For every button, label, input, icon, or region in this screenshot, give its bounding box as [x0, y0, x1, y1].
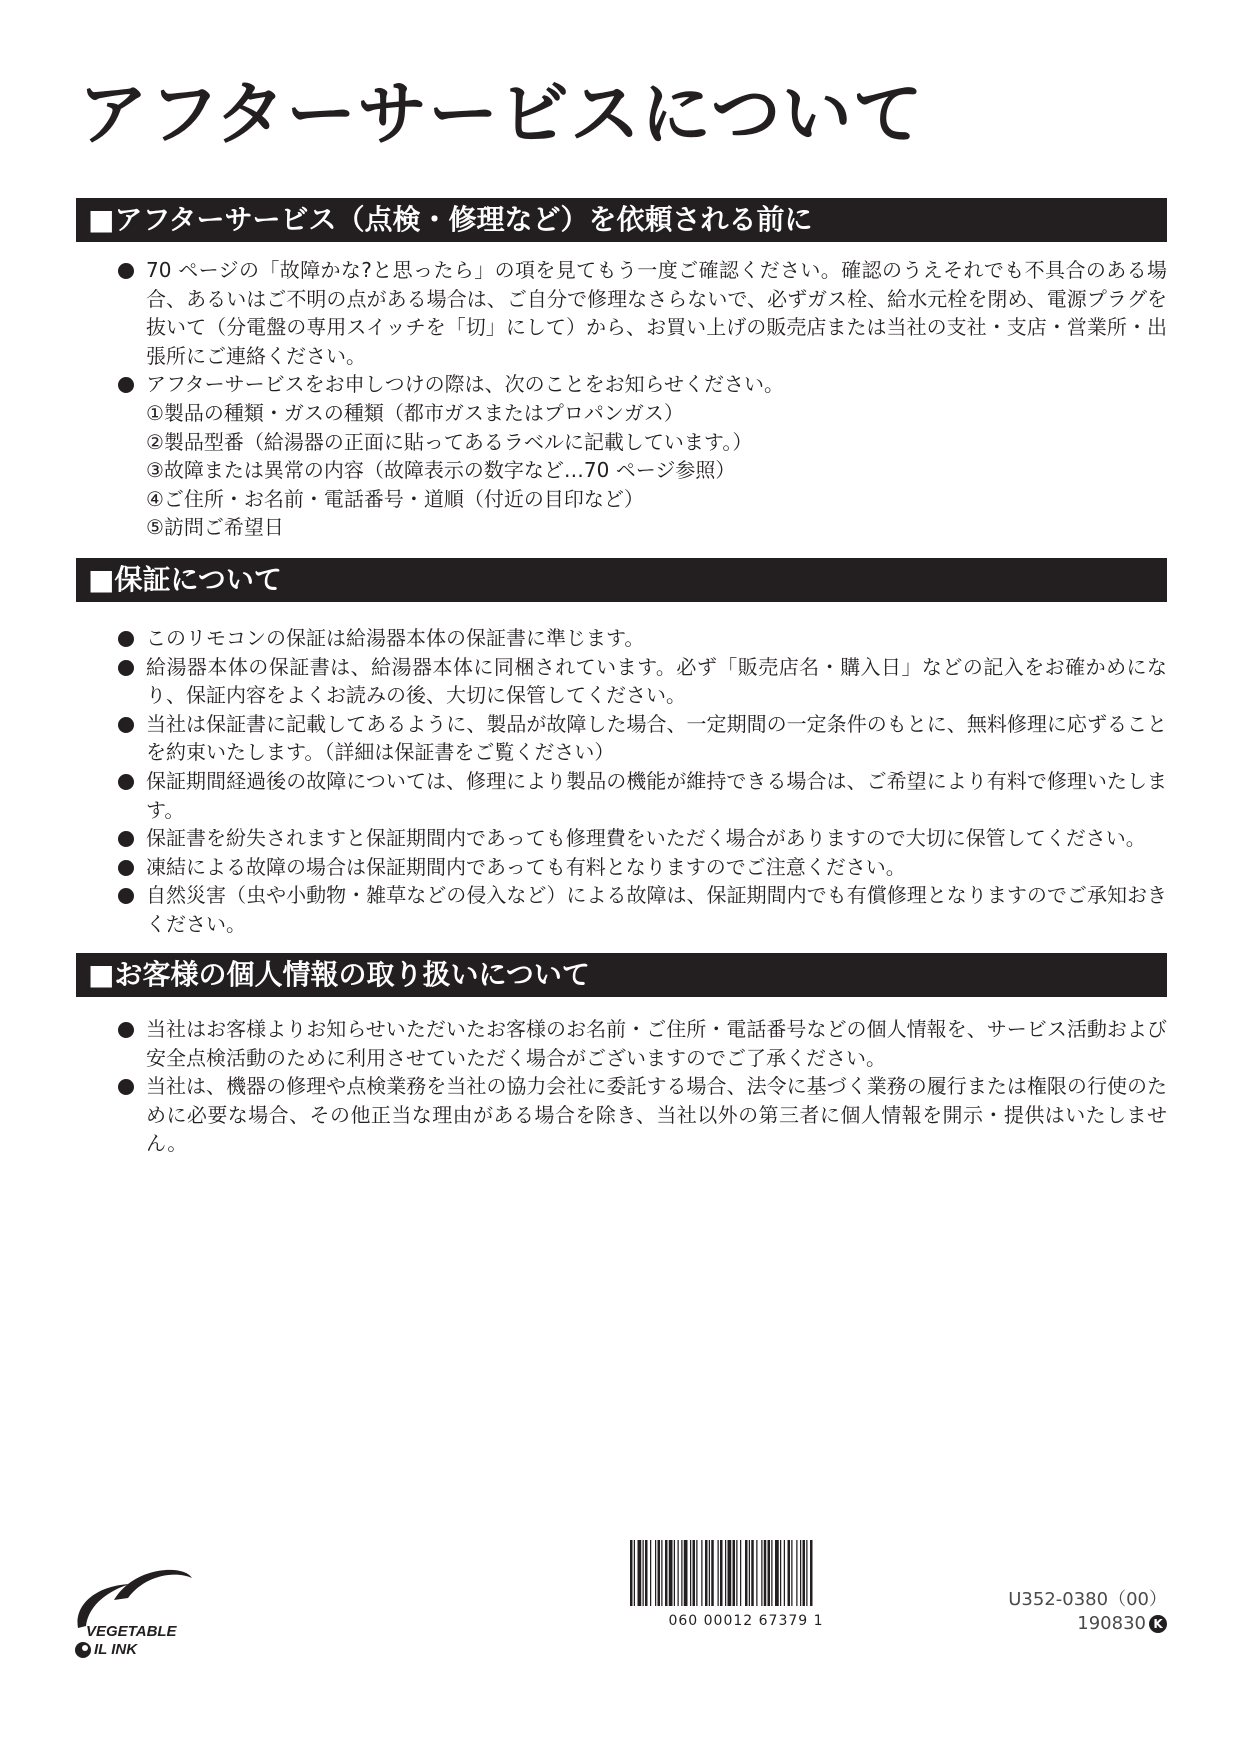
barcode-bar: [678, 1540, 679, 1606]
vegetable-oil-ink-logo: [74, 1556, 194, 1660]
section-heading: ■保証について: [76, 558, 1167, 602]
bullet-text: 自然災害（虫や小動物・雑草などの侵入など）による故障は、保証期間内でも有償修理となりますのでご承知おきください。: [146, 883, 1167, 936]
barcode-bar: [791, 1540, 792, 1606]
numbered-item: ③故障または異常の内容（故障表示の数字など…70 ページ参照）: [146, 458, 736, 483]
barcode-bar: [650, 1540, 651, 1606]
bullet-text: 給湯器本体の保証書は、給湯器本体に同梱されています。必ず「販売店名・購入日」などの記入をお確かめになり、保証内容をよくお読みの後、大切に保管してください。: [146, 654, 1167, 708]
document-date-text: 190830: [1077, 1613, 1146, 1634]
k-mark-icon: K: [1149, 1615, 1167, 1633]
barcode-number: 060 00012 67379 1: [668, 1613, 824, 1629]
bullet-item: [118, 767, 1167, 824]
barcode-bar: [655, 1540, 656, 1606]
numbered-item: ②製品型番（給湯器の正面に貼ってあるラベルに記載しています。）: [146, 429, 753, 454]
barcode-bar: [800, 1540, 801, 1606]
barcode-bar: [745, 1540, 748, 1606]
barcode-bar: [645, 1540, 648, 1606]
bullet-text: 当社はお客様よりお知らせいただいたお客様のお名前・ご住所・電話番号などの個人情報を、サービス活動および安全点検活動のために利用させていただく場合がございますのでご了承ください。: [146, 1017, 1167, 1070]
section-heading: ■お客様の個人情報の取り扱いについて: [76, 953, 1167, 997]
barcode-bar: [705, 1540, 708, 1606]
barcode-bar: [740, 1540, 741, 1606]
barcode-bar: [771, 1540, 772, 1606]
barcode-bar: [736, 1540, 737, 1606]
bullet-text: 凍結による故障の場合は保証期間内であっても有料となりますのでご注意ください。: [146, 854, 906, 879]
barcode-bar: [775, 1540, 779, 1606]
bullet-text: 当社は、機器の修理や点検業務を当社の協力会社に委託する場合、法令に基づく業務の履行または権限の行使のために必要な場合、その他正当な理由がある場合を除き、当社以外の第三者に個人情報を開示・提供はいたしません。: [146, 1074, 1167, 1156]
bullet-item: [118, 853, 1167, 882]
barcode-bar: [720, 1540, 723, 1606]
section-heading: ■アフターサービス（点検・修理など）を依頼される前に: [76, 198, 1167, 242]
barcode-bar: [764, 1540, 767, 1606]
barcode-bar: [788, 1540, 791, 1606]
barcode-bar: [658, 1540, 661, 1606]
barcode-bar: [630, 1540, 633, 1606]
barcode-bar: [749, 1540, 750, 1606]
section-personal-info: [76, 953, 1167, 1158]
barcode-bar: [709, 1540, 710, 1606]
bullet-text: アフターサービスをお申しつけの際は、次のことをお知らせください。: [146, 372, 784, 397]
barcode-bar: [751, 1540, 754, 1606]
barcode-bar: [784, 1540, 785, 1606]
numbered-item: ④ご住所・お名前・電話番号・道順（付近の目印など）: [146, 486, 644, 511]
bullet-text: 保証書を紛失されますと保証期間内であっても修理費をいただく場合がありますので大切に保管してください。: [146, 826, 1146, 851]
barcode: [628, 1540, 864, 1610]
bullet-text: このリモコンの保証は給湯器本体の保証書に準じます。: [146, 626, 645, 650]
logo-text-vegetable: VEGETABLE: [86, 1623, 177, 1640]
barcode-bar: [681, 1540, 682, 1606]
barcode-bar: [638, 1540, 642, 1606]
barcode-bar: [661, 1540, 662, 1606]
bullet-item: [118, 370, 1167, 542]
bullet-text: 当社は保証書に記載してあるように、製品が故障した場合、一定期間の一定条件のもとに、無料修理に応ずることを約束いたします。（詳細は保証書をご覧ください）: [146, 711, 1167, 765]
document-code: U352-0380（00）: [1008, 1589, 1167, 1610]
bullet-item: [118, 881, 1167, 938]
bullet-item: [118, 256, 1167, 370]
barcode-bar: [806, 1540, 807, 1606]
bullet-item: [118, 1015, 1167, 1072]
barcode-bar: [711, 1540, 714, 1606]
barcode-bar: [690, 1540, 691, 1606]
bullet-item: [118, 653, 1167, 710]
barcode-bar: [810, 1540, 813, 1606]
barcode-bar: [684, 1540, 688, 1606]
barcode-bar: [733, 1540, 736, 1606]
barcode-bar: [768, 1540, 771, 1606]
section-body: [76, 1015, 1167, 1158]
barcode-bar: [725, 1540, 726, 1606]
section-before-service: [76, 198, 1167, 542]
barcode-bar: [674, 1540, 675, 1606]
bullet-text: 保証期間経過後の故障については、修理により製品の機能が維持できる場合は、ご希望により有料で修理いたします。: [146, 768, 1167, 822]
barcode-bar: [780, 1540, 781, 1606]
barcode-bar: [665, 1540, 668, 1606]
barcode-bar: [696, 1540, 697, 1606]
barcode-bar: [796, 1540, 797, 1606]
document-date: [1077, 1613, 1167, 1634]
barcode-bar: [634, 1540, 635, 1606]
section-body: [76, 624, 1167, 939]
bullet-text: 70 ページの「故障かな?と思ったら」の項を見てもう一度ご確認ください。確認のうえそれでも不具合のある場合、あるいはご不明の点がある場合は、ご自分で修理なさらないで、必ずガス栓、給水元栓を閉め、電源プラグを抜いて（分電盤の専用スイッチを「切」にして）から、お買い上げの販売店または当社の支社・支店・営業所・出張所にご連絡ください。: [146, 258, 1167, 368]
barcode-bar: [803, 1540, 806, 1606]
barcode-bar: [701, 1540, 702, 1606]
bullet-item: [118, 624, 1167, 653]
section-warranty: [76, 558, 1167, 939]
page-title: アフターサービスについて: [78, 73, 924, 155]
barcode-bar: [756, 1540, 757, 1606]
barcode-bar: [693, 1540, 696, 1606]
barcode-bar: [669, 1540, 673, 1606]
barcode-bar: [718, 1540, 719, 1606]
bullet-item: [118, 824, 1167, 853]
logo-text-oil-ink: IL INK: [94, 1641, 138, 1658]
numbered-item: ⑤訪問ご希望日: [146, 515, 284, 540]
barcode-bar: [761, 1540, 762, 1606]
section-body: [76, 256, 1167, 542]
barcode-bar: [728, 1540, 732, 1606]
bullet-item: [118, 1072, 1167, 1158]
bullet-item: [118, 710, 1167, 767]
barcode-bar: [643, 1540, 644, 1606]
numbered-item: ①製品の種類・ガスの種類（都市ガスまたはプロパンガス）: [146, 400, 684, 425]
